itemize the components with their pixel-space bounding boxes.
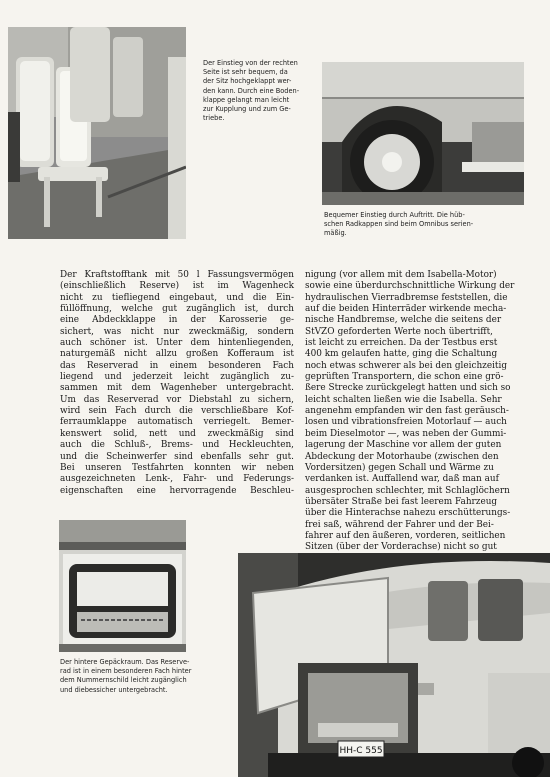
text-line: StVZO geforderten Werte noch übertrifft, (305, 326, 493, 337)
text-line: ist leicht zu erreichen. Da der Testbus erst (305, 338, 498, 349)
text-line: das Reserverad in einem besonderen Fach (60, 360, 294, 371)
text-line: geprüften Transportern, die schon eine grö- (305, 372, 504, 383)
text-line: hydraulischen Vierradbremse feststellen, die (305, 292, 508, 303)
caption-interior (203, 59, 299, 123)
caption-line: und diebessicher untergebracht. (60, 685, 168, 694)
caption-line: triebe. (203, 114, 225, 123)
text-line: angenehm empfanden wir den fast geräusch- (305, 406, 509, 417)
article-column-right (305, 270, 515, 554)
text-line: ßere Strecke zurückgelegt hatten und sich so (305, 383, 511, 394)
text-line: (einschließlich Reserve) ist im Wagenheck (60, 281, 294, 292)
text-line: Sitzen (über der Vorderachse) nicht so gut (305, 542, 497, 553)
text-line: eine Abdeckklappe in der Karosserie ge- (60, 315, 294, 326)
caption-wheel (324, 211, 473, 239)
caption-luggage (60, 658, 191, 695)
text-line: eigenschaften eine hervorragende Beschleu- (60, 485, 294, 496)
text-line: 400 km gelaufen hatte, ging die Schaltung (305, 349, 498, 360)
text-line: sammen mit dem Wagenheber untergebracht. (60, 383, 294, 394)
text-line: und die Scheinwerfer sind ebenfalls sehr gut. (60, 451, 294, 462)
caption-line: der Sitz hochgeklappt wer- (203, 77, 292, 86)
caption-line: Der Einstieg von der rechten (203, 59, 298, 67)
caption-line: klappe gelangt man leicht (203, 95, 290, 104)
photo-wheel-step (322, 62, 524, 205)
photo-interior-seats (8, 27, 186, 239)
text-line: nigung (vor allem mit dem Isabella-Motor) (305, 270, 497, 280)
text-line: Bei unseren Testfahrten konnten wir neben (60, 462, 294, 473)
text-line: Um das Reserverad vor Diebstahl zu sichern, (60, 394, 294, 405)
text-line: Der Kraftstofftank mit 50 l Fassungsvermögen (60, 270, 294, 280)
text-line: füllöffnung, welche gut zugänglich ist, durch (60, 304, 294, 315)
text-line: naturgemäß nicht allzu großen Kofferaum ist (60, 349, 294, 360)
caption-line: zur Kupplung und zum Ge- (203, 105, 291, 114)
text-line: nische Handbremse, welche die seitens der (305, 315, 502, 326)
text-line: fahrer auf den äußeren, vorderen, seitlichen (305, 530, 506, 541)
text-line: sichert, was nicht nur zweckmäßig, sondern (60, 326, 294, 337)
text-line: ausgesprochen schlechter, mit Schlaglöchern (305, 485, 510, 496)
text-line: auf die beiden Hinterräder wirkende mecha- (305, 304, 507, 315)
article-column-left (60, 270, 294, 497)
text-line: ferraumklappe automatisch verriegelt. Bemer- (60, 417, 294, 428)
text-line: Vordersitzen) gegen Schall und Wärme zu (305, 462, 494, 473)
text-line: übersäter Straße bei fast leerem Fahrzeug (305, 496, 498, 507)
caption-line: Seite ist sehr bequem, da (203, 68, 288, 77)
text-line: auch die Schluß-, Brems- und Heckleuchten, (60, 440, 294, 451)
caption-line: rad ist in einem besonderen Fach hinter (60, 667, 192, 676)
text-line: kenswert solid, nett und zweckmäßig sind (60, 428, 294, 439)
text-line: auch schöner ist. Unter dem hintenliegenden, (60, 338, 294, 349)
text-line: beim Dieselmotor —, was neben der Gummi- (305, 428, 507, 439)
caption-line: Der hintere Gepäckraum. Das Reserve- (60, 658, 190, 666)
text-line: wird sein Fach durch die verschließbare Kof- (60, 406, 294, 417)
text-line: Abdeckung der Motorhaube (zwischen den (305, 451, 499, 462)
caption-line: dem Nummernschild leicht zugänglich (60, 676, 187, 685)
caption-line: mäßig. (324, 229, 347, 238)
caption-line: den kann. Durch eine Boden- (203, 86, 300, 95)
photo-luggage-compartment (59, 520, 186, 652)
text-line: ausgezeichneten Lenk-, Fahr- und Federungs- (60, 474, 294, 485)
caption-line: schen Radkappen sind beim Omnibus serien- (324, 220, 474, 229)
text-line: nicht zu tiefliegend eingebaut, und die Ein- (60, 292, 294, 303)
text-line: frei saß, während der Fahrer und der Bei- (305, 519, 494, 530)
text-line: noch etwas schwerer als bei den gleichzeitig (305, 360, 508, 371)
text-line: liegend und jederzeit leicht zugänglich zu- (60, 372, 294, 383)
text-line: über die Hinterachse nahezu erschütterungs- (305, 508, 511, 519)
text-line: sowie eine überdurchschnittliche Wirkung der (305, 281, 515, 292)
license-plate-text: HH-C 555 (339, 746, 383, 756)
text-line: lagerung der Maschine vor allem der guten (305, 440, 502, 451)
text-line: leicht schalten ließen wie die Isabella. Sehr (305, 394, 502, 405)
photo-bus-rear (238, 553, 550, 777)
text-line: verdanken ist. Auffallend war, daß man auf (305, 474, 499, 485)
caption-line: Bequemer Einstieg durch Auftritt. Die hüb- (324, 211, 465, 219)
text-line: losen und vibrationsfreien Motorlauf — auch (305, 417, 507, 428)
